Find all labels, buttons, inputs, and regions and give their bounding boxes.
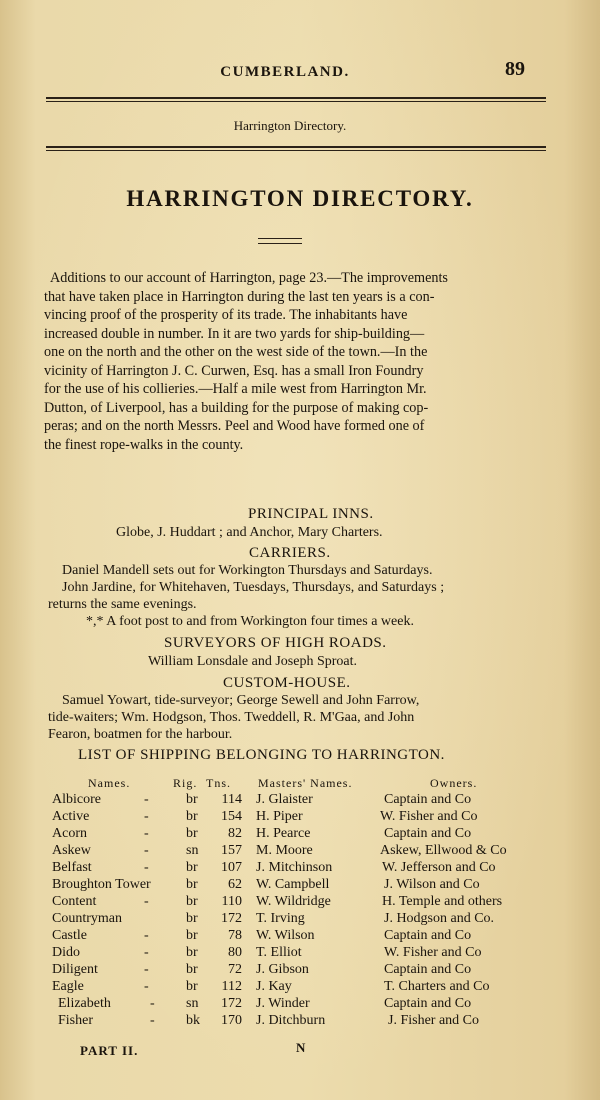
title-ornament-rule xyxy=(258,238,302,239)
ship-name: Fisher xyxy=(58,1013,93,1028)
intro-paragraph xyxy=(44,269,542,454)
ship-owner: Askew, Ellwood & Co xyxy=(380,843,507,858)
ship-name: Acorn xyxy=(52,826,87,841)
ship-tons: 154 xyxy=(221,809,242,824)
column-header-masters: Masters' Names. xyxy=(258,776,353,790)
ship-rig: sn xyxy=(186,996,199,1011)
sub-head: Harrington Directory. xyxy=(233,118,347,133)
ship-owner: J. Fisher and Co xyxy=(388,1013,479,1028)
ship-rig: br xyxy=(186,962,198,977)
signature-mark: N xyxy=(296,1040,307,1055)
ship-master: H. Pearce xyxy=(256,826,311,841)
ship-name: Broughton Tower xyxy=(52,877,151,892)
ship-rig: br xyxy=(186,826,198,841)
ship-tons: 80 xyxy=(228,945,242,960)
ship-name: Eagle xyxy=(52,979,84,994)
ship-tons: 157 xyxy=(221,843,242,858)
ship-owner: W. Jefferson and Co xyxy=(382,860,496,875)
ship-owner: Captain and Co xyxy=(384,792,472,807)
ship-name: Active xyxy=(52,809,90,824)
ship-name: Castle xyxy=(52,928,87,943)
paragraph-line: vincing proof of the prosperity of its trade. The inhabitants have xyxy=(44,307,408,323)
column-header-names: Names. xyxy=(88,776,131,790)
ship-owner: Captain and Co xyxy=(384,962,472,977)
ship-dash: - xyxy=(144,860,149,875)
column-header-owners: Owners. xyxy=(430,776,478,790)
paragraph-line: Additions to our account of Harrington, page 23.—The improvements xyxy=(50,270,448,286)
paragraph-line: for the use of his collieries.—Half a mile west from Harrington Mr. xyxy=(44,381,427,397)
shipping-heading: LIST OF SHIPPING BELONGING TO HARRINGTON. xyxy=(78,747,445,763)
header-rule-top-thin xyxy=(46,101,546,102)
ship-master: J. Winder xyxy=(256,996,310,1011)
ship-dash: - xyxy=(144,962,149,977)
ship-dash: - xyxy=(144,928,149,943)
ship-name: Elizabeth xyxy=(58,996,111,1011)
ship-owner: H. Temple and others xyxy=(382,894,503,909)
running-head: CUMBERLAND. xyxy=(220,64,350,80)
ship-tons: 172 xyxy=(221,996,242,1011)
ship-rig: bk xyxy=(186,1013,200,1028)
paragraph-line: increased double in number. In it are two yards for ship-building— xyxy=(44,325,425,342)
page-title: HARRINGTON DIRECTORY. xyxy=(126,186,474,211)
inns-text: Globe, J. Huddart ; and Anchor, Mary Charters. xyxy=(116,525,383,540)
ship-tons: 78 xyxy=(228,928,242,943)
inns-heading: PRINCIPAL INNS. xyxy=(248,506,374,522)
ship-master: W. Wilson xyxy=(256,928,315,943)
paragraph-line: peras; and on the north Messrs. Peel and Wood have formed one of xyxy=(44,418,425,434)
ship-dash: - xyxy=(144,843,149,858)
ship-tons: 82 xyxy=(228,826,242,841)
ship-name: Belfast xyxy=(52,860,92,875)
ship-rig: br xyxy=(186,945,198,960)
ship-master: H. Piper xyxy=(256,809,303,824)
ship-rig: br xyxy=(186,877,198,892)
custom-house-line: tide-waiters; Wm. Hodgson, Thos. Tweddell, R. M'Gaa, and John xyxy=(48,710,415,725)
ship-name: Albicore xyxy=(52,792,101,807)
page-number: 89 xyxy=(505,58,525,80)
surveyors-heading: SURVEYORS OF HIGH ROADS. xyxy=(164,635,387,651)
ship-dash: - xyxy=(144,826,149,841)
ship-dash: - xyxy=(150,1013,155,1028)
ship-master: W. Wildridge xyxy=(256,894,331,909)
foot-post-note: *,* A foot post to and from Workington four times a week. xyxy=(86,614,414,629)
ship-master: J. Ditchburn xyxy=(256,1013,326,1028)
ship-master: M. Moore xyxy=(256,843,313,858)
ship-dash: - xyxy=(150,996,155,1011)
ship-owner: W. Fisher and Co xyxy=(380,809,478,824)
ship-owner: Captain and Co xyxy=(384,826,472,841)
ship-tons: 62 xyxy=(228,877,242,892)
custom-house-line: Samuel Yowart, tide-surveyor; George Sewell and John Farrow, xyxy=(62,693,420,708)
ship-tons: 107 xyxy=(221,860,242,875)
paragraph-line: the finest rope-walks in the county. xyxy=(44,436,244,453)
ship-tons: 112 xyxy=(221,979,242,994)
ship-master: J. Glaister xyxy=(256,792,313,807)
ship-master: W. Campbell xyxy=(256,877,330,892)
ship-owner: T. Charters and Co xyxy=(384,979,490,994)
ship-tons: 110 xyxy=(221,894,242,909)
carriers-line: John Jardine, for Whitehaven, Tuesdays, Thursdays, and Saturdays ; xyxy=(62,580,445,595)
ship-master: J. Gibson xyxy=(256,962,309,977)
header-rule-bottom xyxy=(46,146,546,148)
ship-name: Diligent xyxy=(52,962,98,977)
paragraph-line: one on the north and the other on the west side of the town.—In the xyxy=(44,344,428,360)
surveyors-text: William Lonsdale and Joseph Sproat. xyxy=(148,654,358,669)
ship-name: Dido xyxy=(52,945,80,960)
paragraph-line: Dutton, of Liverpool, has a building for the purpose of making cop- xyxy=(44,399,429,416)
ship-name: Askew xyxy=(52,843,91,858)
ship-dash: - xyxy=(144,809,149,824)
ship-rig: br xyxy=(186,928,198,943)
title-ornament-rule xyxy=(258,243,302,244)
ship-dash: - xyxy=(144,979,149,994)
ship-rig: br xyxy=(186,979,198,994)
carriers-heading: CARRIERS. xyxy=(249,545,331,561)
ship-owner: Captain and Co xyxy=(384,996,472,1011)
ship-rig: br xyxy=(186,860,198,875)
ship-master: T. Elliot xyxy=(256,945,302,960)
column-header-tons: Tns. xyxy=(206,776,231,790)
ship-tons: 172 xyxy=(221,911,242,926)
ship-master: T. Irving xyxy=(256,911,305,926)
ship-rig: br xyxy=(186,894,198,909)
custom-house-heading: CUSTOM-HOUSE. xyxy=(223,675,351,691)
ship-owner: Captain and Co xyxy=(384,928,472,943)
custom-house-line: Fearon, boatmen for the harbour. xyxy=(48,727,233,742)
ship-master: J. Mitchinson xyxy=(256,860,333,875)
ship-tons: 114 xyxy=(221,792,242,807)
ship-owner: J. Wilson and Co xyxy=(384,877,480,892)
ship-dash: - xyxy=(144,945,149,960)
ship-tons: 72 xyxy=(228,962,242,977)
ship-rig: br xyxy=(186,911,198,926)
ship-dash: - xyxy=(144,792,149,807)
ship-owner: W. Fisher and Co xyxy=(384,945,482,960)
paragraph-line: that have taken place in Harrington during the last ten years is a con- xyxy=(44,288,435,305)
column-header-rig: Rig. xyxy=(173,776,198,790)
header-rule-top xyxy=(46,97,546,99)
carriers-line: Daniel Mandell sets out for Workington Thursdays and Saturdays. xyxy=(62,563,433,578)
carriers-line: returns the same evenings. xyxy=(48,597,197,612)
header-rule-bottom-thin xyxy=(46,150,546,151)
paragraph-line: vicinity of Harrington J. C. Curwen, Esq. has a small Iron Foundry xyxy=(44,362,424,379)
ship-tons: 170 xyxy=(221,1013,242,1028)
ship-owner: J. Hodgson and Co. xyxy=(384,911,495,926)
ship-rig: br xyxy=(186,792,198,807)
ship-name: Content xyxy=(52,894,97,909)
ship-master: J. Kay xyxy=(256,979,292,994)
ship-name: Countryman xyxy=(52,911,122,926)
part-label: PART II. xyxy=(80,1043,139,1058)
ship-rig: br xyxy=(186,809,198,824)
ship-dash: - xyxy=(144,894,149,909)
ship-rig: sn xyxy=(186,843,199,858)
